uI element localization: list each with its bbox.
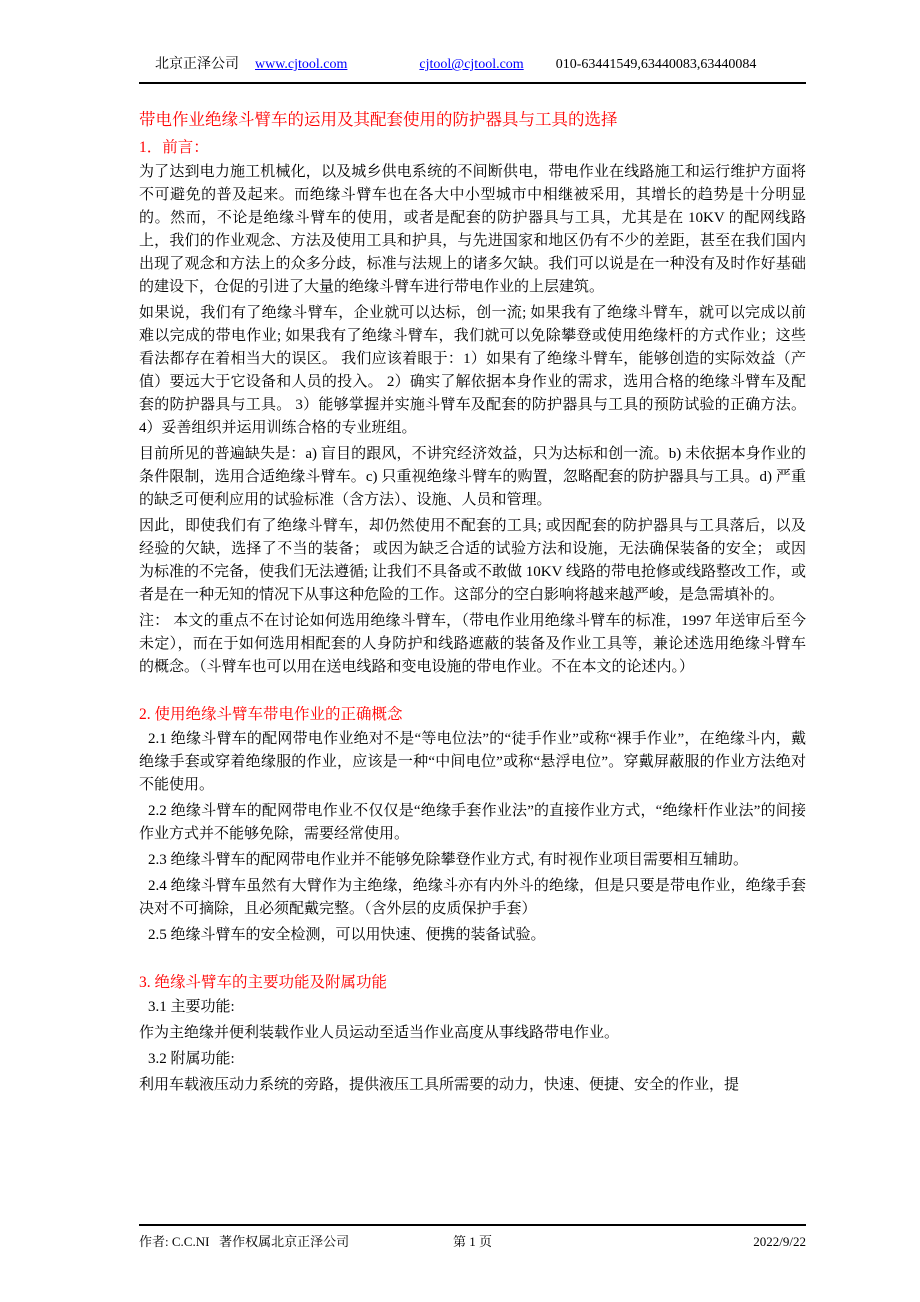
email-link[interactable]: cjtool@cjtool.com xyxy=(419,57,524,72)
document-title: 带电作业绝缘斗臂车的运用及其配套使用的防护器具与工具的选择 xyxy=(139,110,618,129)
section-3-paragraph-1: 作为主绝缘并便利装载作业人员运动至适当作业高度从事线路带电作业。 xyxy=(139,1025,620,1041)
section-2-paragraph-3: 2.3 绝缘斗臂车的配网带电作业并不能够免除攀登作业方式, 有时视作业项目需要相互辅助。 xyxy=(148,852,749,868)
section-1-paragraph-1: 为了达到电力施工机械化，以及城乡供电系统的不间断供电，带电作业在线路施工和运行维护方面将不可避免的普及起来。而绝缘斗臂车也在各大中小型城市中相继被采用，其增长的趋势是十分明显的。然而，不论是绝缘斗臂车的使用，或者是配套的防护器具与工具，尤其是在 10KV 的配网线路上，我们的作业观念、方法及使用工具和护具，与先进国家和地区仍有不少的差距，甚至在我们国内出现了观念和方法上的众多分歧，标准与法规上的诸多欠缺。我们可以说是在一种没有及时作好基础的建设下，仓促的引进了大量的绝缘斗臂车进行带电作业的上层建筑。 xyxy=(139,164,806,295)
section-3-subheading-1: 3.1 主要功能: xyxy=(148,999,235,1015)
website-link[interactable]: www.cjtool.com xyxy=(255,57,348,72)
section-1-paragraph-4: 因此，即使我们有了绝缘斗臂车，却仍然使用不配套的工具; 或因配套的防护器具与工具落后，以及经验的欠缺，选择了不当的装备； 或因为缺乏合适的试验方法和设施，无法确保装备的安全； 或因为标准的不完备，使我们无法遵循; 让我们不具备或不敢做 10KV 线路的带电抢修或线路整改工作，或者是在一种无知的情况下从事这种危险的工作。这部分的空白影响将越来越严峻，是急需填补的。 xyxy=(139,518,806,603)
section-1-heading: 1．前言： xyxy=(139,139,209,156)
section-3-subheading-2: 3.2 附属功能: xyxy=(148,1051,235,1067)
phone-numbers: 010-63441549,63440083,63440084 xyxy=(555,57,757,72)
document-footer xyxy=(139,1224,806,1250)
section-2-paragraph-2: 2.2 绝缘斗臂车的配网带电作业不仅仅是“绝缘手套作业法”的直接作业方式，“绝缘杆作业法”的间接作业方式并不能够免除，需要经常使用。 xyxy=(139,803,806,842)
section-2-paragraph-1: 2.1 绝缘斗臂车的配网带电作业绝对不是“等电位法”的“徒手作业”或称“裸手作业”，在绝缘斗内，戴绝缘手套或穿着绝缘服的作业，应该是一种“中间电位”或称“悬浮电位”。穿戴屏蔽服的作业方法绝对不能使用。 xyxy=(139,731,806,793)
section-2-heading: 2. 使用绝缘斗臂车带电作业的正确概念 xyxy=(139,706,403,723)
footer-date: 2022/9/22 xyxy=(753,1234,807,1249)
section-2-paragraph-5: 2.5 绝缘斗臂车的安全检测，可以用快速、便携的装备试验。 xyxy=(148,927,546,943)
section-2-paragraph-4: 2.4 绝缘斗臂车虽然有大臂作为主绝缘，绝缘斗亦有内外斗的绝缘，但是只要是带电作业，绝缘手套决对不可摘除，且必须配戴完整。（含外层的皮质保护手套） xyxy=(139,878,806,917)
footer-author: 作者: C.C.NI 著作权属北京正泽公司 xyxy=(139,1234,350,1249)
company-name: 北京正泽公司 xyxy=(155,57,239,72)
footer-page-number: 第 1 页 xyxy=(453,1234,493,1249)
section-1-paragraph-2: 如果说，我们有了绝缘斗臂车，企业就可以达标，创一流; 如果我有了绝缘斗臂车，就可以完成以前难以完成的带电作业; 如果我有了绝缘斗臂车，我们就可以免除攀登或使用绝缘杆的方式作业；这些看法都存在着相当大的误区。 我们应该着眼于：1）如果有了绝缘斗臂车，能够创造的实际效益（产值）要远大于它设备和人员的投入。 2）确实了解依据本身作业的需求，选用合格的绝缘斗臂车及配套的防护器具与工具。 3）能够掌握并实施斗臂车及配套的防护器具与工具的预防试验的正确方法。 4）妥善组织并运用训练合格的专业班组。 xyxy=(139,305,806,436)
section-1-paragraph-3: 目前所见的普遍缺失是：a) 盲目的跟风，不讲究经济效益，只为达标和创一流。b) 未依据本身作业的条件限制，选用合适绝缘斗臂车。c) 只重视绝缘斗臂车的购置，忽略配套的防护器具与工具。d) 严重的缺乏可便利应用的试验标准（含方法）、设施、人员和管理。 xyxy=(139,446,806,508)
section-3-heading: 3. 绝缘斗臂车的主要功能及附属功能 xyxy=(139,974,388,991)
section-3-paragraph-2: 利用车载液压动力系统的旁路，提供液压工具所需要的动力，快速、便捷、安全的作业，提 xyxy=(139,1077,740,1093)
section-1-note-paragraph: 注： 本文的重点不在讨论如何选用绝缘斗臂车，（带电作业用绝缘斗臂车的标准，1997 年送审后至今未定），而在于如何选用相配套的人身防护和线路遮蔽的装备及作业工具等，兼论述选用绝缘斗臂车的概念。（斗臂车也可以用在送电线路和变电设施的带电作业。不在本文的论述内。） xyxy=(139,613,806,675)
document-header xyxy=(139,55,806,84)
